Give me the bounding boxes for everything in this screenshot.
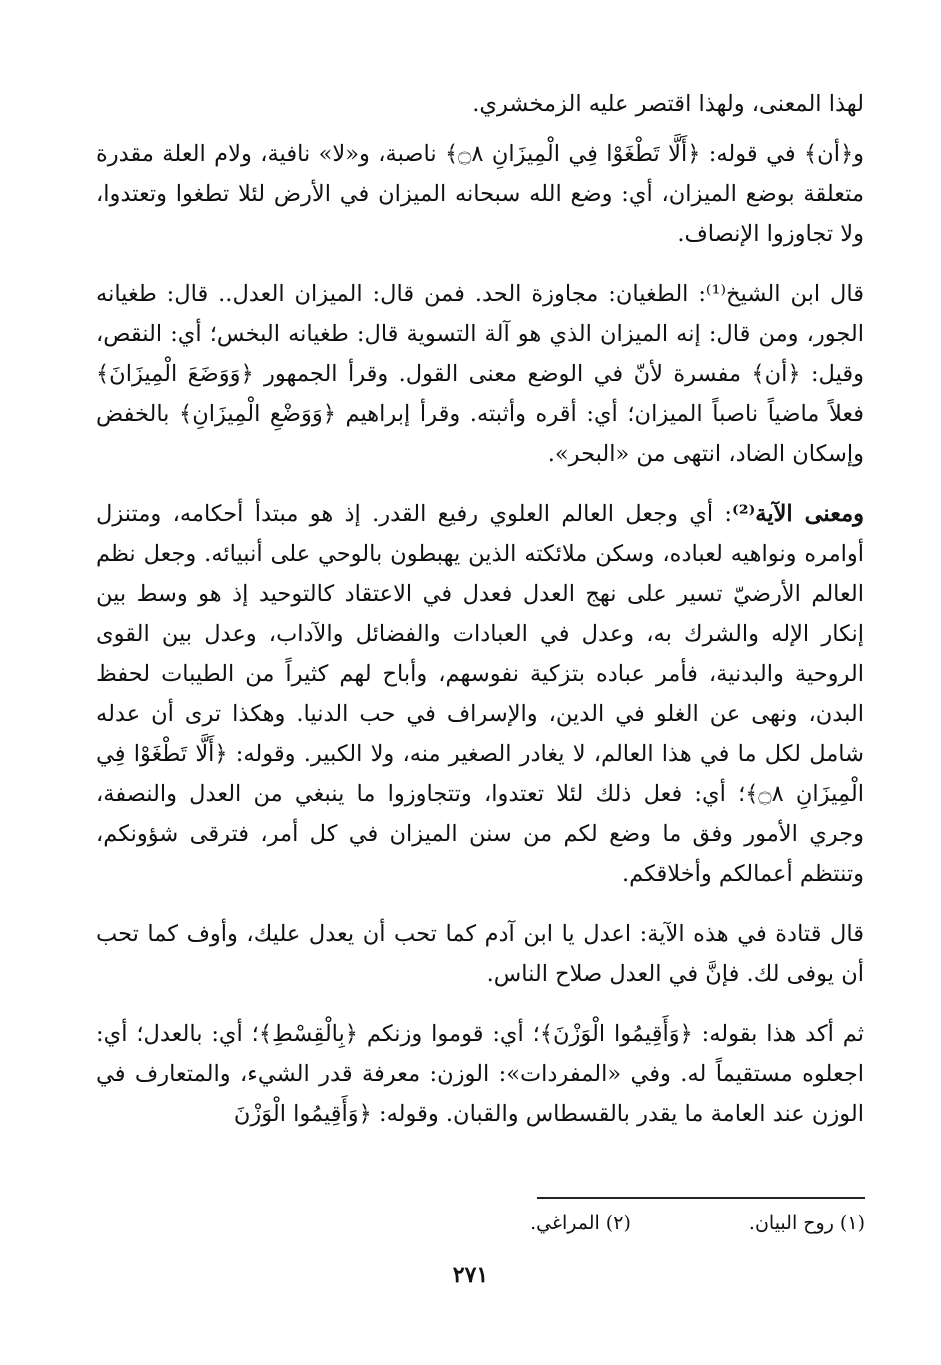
page-body — [96, 84, 864, 1134]
paragraph-2: و﴿أن﴾ في قوله: ﴿أَلَّا تَطْغَوْا فِي الْمِيزَانِ ۝٨﴾ ناصبة، و«لا» نافية، ولام العلة مقدرة متعلقة بوضع الميزان، أي: وضع الله سبحانه الميزان في الأرض لئلا تطغوا وتعتدوا، ولا تجاوزوا الإنصاف. — [96, 141, 864, 247]
footnote-divider — [537, 1197, 865, 1199]
footnote-2: (٢) المراغي. — [530, 1212, 631, 1234]
paragraph-4 — [96, 494, 864, 894]
paragraph-4-text: : أي وجعل العالم العلوي رفيع القدر. إذ هو مبتدأ أحكامه، ومتنزل أوامره ونواهيه لعباده، وسكن ملائكته الذين يهبطون بالوحي على أنبيائه. وجعل نظم العالم الأرضيّ تسير على نهج العدل فعدل في الاعتقاد كالتوحيد إذ هو وسط بين إنكار الإله والشرك به، وعدل في العبادات والفضائل والآداب، وعدل بين القوى الروحية والبدنية، فأمر عباده بتزكية نفوسهم، وأباح لهم كثيراً من الطيبات لحفظ البدن، ونهى عن الغلو في الدين، والإسراف في حب الدنيا. وهكذا ترى أن عدله شامل لكل ما في هذا العالم، لا يغادر الصغير منه، ولا الكبير. وقوله: ﴿أَلَّا تَطْغَوْا فِي الْمِيزَانِ ۝٨﴾؛ أي: فعل ذلك لئلا تعتدوا، وتتجاوزوا ما ينبغي من العدل والنصفة، وجري الأمور وفق ما وضع لكم من سنن الميزان في كل أمر، فترقى شؤونكم، وتنتظم أعمالكم وأخلاقكم. — [96, 501, 864, 887]
page-number: ٢٧١ — [452, 1262, 489, 1288]
paragraph-1: لهذا المعنى، ولهذا اقتصر عليه الزمخشري. — [472, 91, 864, 117]
footnote-1: (١) روح البيان. — [748, 1212, 865, 1234]
paragraph-6: ثم أكد هذا بقوله: ﴿وَأَقِيمُوا الْوَزْنَ﴾؛ أي: قوموا وزنكم ﴿بِالْقِسْطِ﴾؛ أي: بالعدل؛ أي: اجعلوه مستقيماً له. وفي «المفردات»: الوزن: معرفة قدر الشيء، والمتعارف في الوزن عند العامة ما يقدر بالقسطاس والقبان. وقوله: ﴿وَأَقِيمُوا الْوَزْنَ — [96, 1021, 864, 1127]
paragraph-5: قال قتادة في هذه الآية: اعدل يا ابن آدم كما تحب أن يعدل عليك، وأوف كما تحب أن يوفى لك. فإنَّ في العدل صلاح الناس. — [96, 921, 864, 987]
paragraph-3: قال ابن الشيخ⁽¹⁾: الطغيان: مجاوزة الحد. فمن قال: الميزان العدل.. قال: طغيانه الجور، ومن قال: إنه الميزان الذي هو آلة التسوية قال: طغيانه البخس؛ أي: النقص، وقيل: ﴿أن﴾ مفسرة لأنّ في الوضع معنى القول. وقرأ الجمهور ﴿وَوَضَعَ الْمِيزَانَ﴾ فعلاً ماضياً ناصباً الميزان؛ أي: أقره وأثبته. وقرأ إبراهيم ﴿وَوَضْعِ الْمِيزَانِ﴾ بالخفض وإسكان الضاد، انتهى من «البحر». — [96, 281, 864, 467]
footnotes — [165, 1208, 865, 1238]
paragraph-4-lead: ومعنى الآية⁽²⁾ — [732, 501, 864, 527]
